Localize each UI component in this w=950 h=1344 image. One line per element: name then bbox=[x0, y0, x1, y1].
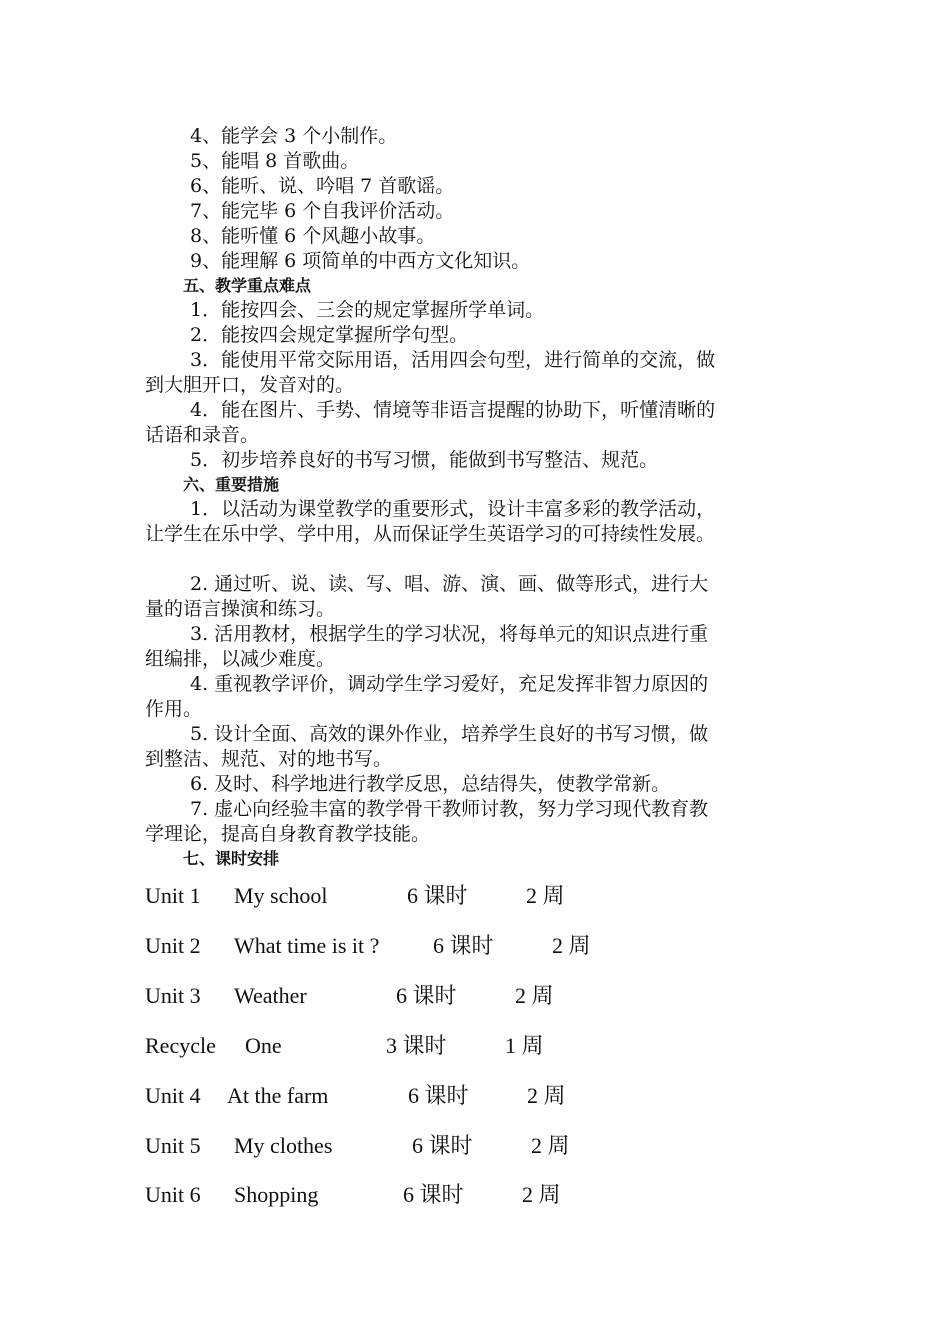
schedule-title: My school bbox=[234, 883, 328, 908]
measure-2: 2. 通过听、说、读、写、唱、游、演、画、做等形式，进行大 bbox=[190, 573, 709, 595]
schedule-unit: Unit 5 bbox=[145, 1133, 201, 1158]
schedule-unit: Unit 4 bbox=[145, 1083, 201, 1108]
schedule-hours: 6 课时 bbox=[433, 933, 494, 958]
key-point-4: 4．能在图片、手势、情境等非语言提醒的协助下，听懂清晰的 bbox=[190, 399, 716, 421]
schedule-hours: 6 课时 bbox=[412, 1133, 473, 1158]
schedule-weeks: 2 周 bbox=[531, 1133, 570, 1158]
schedule-row bbox=[0, 1032, 950, 1060]
schedule-hours: 6 课时 bbox=[407, 883, 468, 908]
schedule-row bbox=[0, 932, 950, 960]
goal-item-4: 4、能学会 3 个小制作。 bbox=[190, 125, 398, 147]
measure-4: 4. 重视教学评价，调动学生学习爱好，充足发挥非智力原因的 bbox=[190, 673, 709, 695]
measure-4-cont: 作用。 bbox=[145, 698, 203, 720]
schedule-title: Weather bbox=[234, 983, 307, 1008]
key-point-3-cont: 到大胆开口，发音对的。 bbox=[145, 374, 355, 396]
goal-item-7: 7、能完毕 6 个自我评价活动。 bbox=[190, 200, 455, 222]
schedule-weeks: 2 周 bbox=[527, 1083, 566, 1108]
schedule-hours: 6 课时 bbox=[403, 1182, 464, 1207]
schedule-unit: Unit 1 bbox=[145, 883, 201, 908]
schedule-unit: Unit 3 bbox=[145, 983, 201, 1008]
schedule-weeks: 2 周 bbox=[515, 983, 554, 1008]
measure-6: 6. 及时、科学地进行教学反思，总结得失，使教学常新。 bbox=[190, 773, 671, 795]
section-heading-schedule: 七、课时安排 bbox=[183, 849, 280, 868]
section-heading-measures: 六、重要措施 bbox=[183, 475, 280, 494]
goal-item-5: 5、能唱 8 首歌曲。 bbox=[190, 150, 360, 172]
schedule-title: One bbox=[245, 1033, 282, 1058]
schedule-weeks: 2 周 bbox=[552, 933, 591, 958]
schedule-row bbox=[0, 1082, 950, 1110]
schedule-unit: Unit 6 bbox=[145, 1182, 201, 1207]
measure-3-cont: 组编排，以减少难度。 bbox=[145, 648, 336, 670]
schedule-unit: Unit 2 bbox=[145, 933, 201, 958]
measure-2-cont: 量的语言操演和练习。 bbox=[145, 598, 336, 620]
measure-1-cont: 让学生在乐中学、学中用，从而保证学生英语学习的可持续性发展。 bbox=[145, 523, 716, 545]
schedule-row bbox=[0, 982, 950, 1010]
schedule-title: What time is it ? bbox=[234, 933, 380, 958]
schedule-row bbox=[0, 1181, 950, 1209]
key-point-2: 2．能按四会规定掌握所学句型。 bbox=[190, 324, 469, 346]
schedule-weeks: 2 周 bbox=[526, 883, 565, 908]
schedule-title: At the farm bbox=[227, 1083, 329, 1108]
goal-item-8: 8、能听懂 6 个风趣小故事。 bbox=[190, 225, 436, 247]
measure-5: 5. 设计全面、高效的课外作业，培养学生良好的书写习惯，做 bbox=[190, 723, 709, 745]
schedule-row bbox=[0, 1132, 950, 1160]
measure-3: 3. 活用教材，根据学生的学习状况，将每单元的知识点进行重 bbox=[190, 623, 709, 645]
key-point-1: 1．能按四会、三会的规定掌握所学单词。 bbox=[190, 299, 545, 321]
key-point-5: 5．初步培养良好的书写习惯，能做到书写整洁、规范。 bbox=[190, 449, 659, 471]
schedule-row bbox=[0, 882, 950, 910]
schedule-hours: 6 课时 bbox=[408, 1083, 469, 1108]
goal-item-9: 9、能理解 6 项简单的中西方文化知识。 bbox=[190, 250, 531, 272]
measure-1: 1．以活动为课堂教学的重要形式，设计丰富多彩的教学活动， bbox=[190, 498, 716, 520]
measure-7-cont: 学理论，提高自身教育教学技能。 bbox=[145, 823, 431, 845]
schedule-title: Shopping bbox=[234, 1182, 319, 1207]
measure-7: 7. 虚心向经验丰富的教学骨干教师讨教，努力学习现代教育教 bbox=[190, 798, 709, 820]
schedule-weeks: 1 周 bbox=[505, 1033, 544, 1058]
schedule-hours: 6 课时 bbox=[396, 983, 457, 1008]
section-heading-key-points: 五、教学重点难点 bbox=[183, 276, 312, 295]
key-point-3: 3．能使用平常交际用语，活用四会句型，进行简单的交流，做 bbox=[190, 349, 716, 371]
measure-5-cont: 到整洁、规范、对的地书写。 bbox=[145, 748, 393, 770]
key-point-4-cont: 话语和录音。 bbox=[145, 424, 260, 446]
schedule-title: My clothes bbox=[234, 1133, 333, 1158]
schedule-unit: Recycle bbox=[145, 1033, 216, 1058]
goal-item-6: 6、能听、说、吟唱 7 首歌谣。 bbox=[190, 175, 455, 197]
schedule-weeks: 2 周 bbox=[522, 1182, 561, 1207]
schedule-hours: 3 课时 bbox=[386, 1033, 447, 1058]
